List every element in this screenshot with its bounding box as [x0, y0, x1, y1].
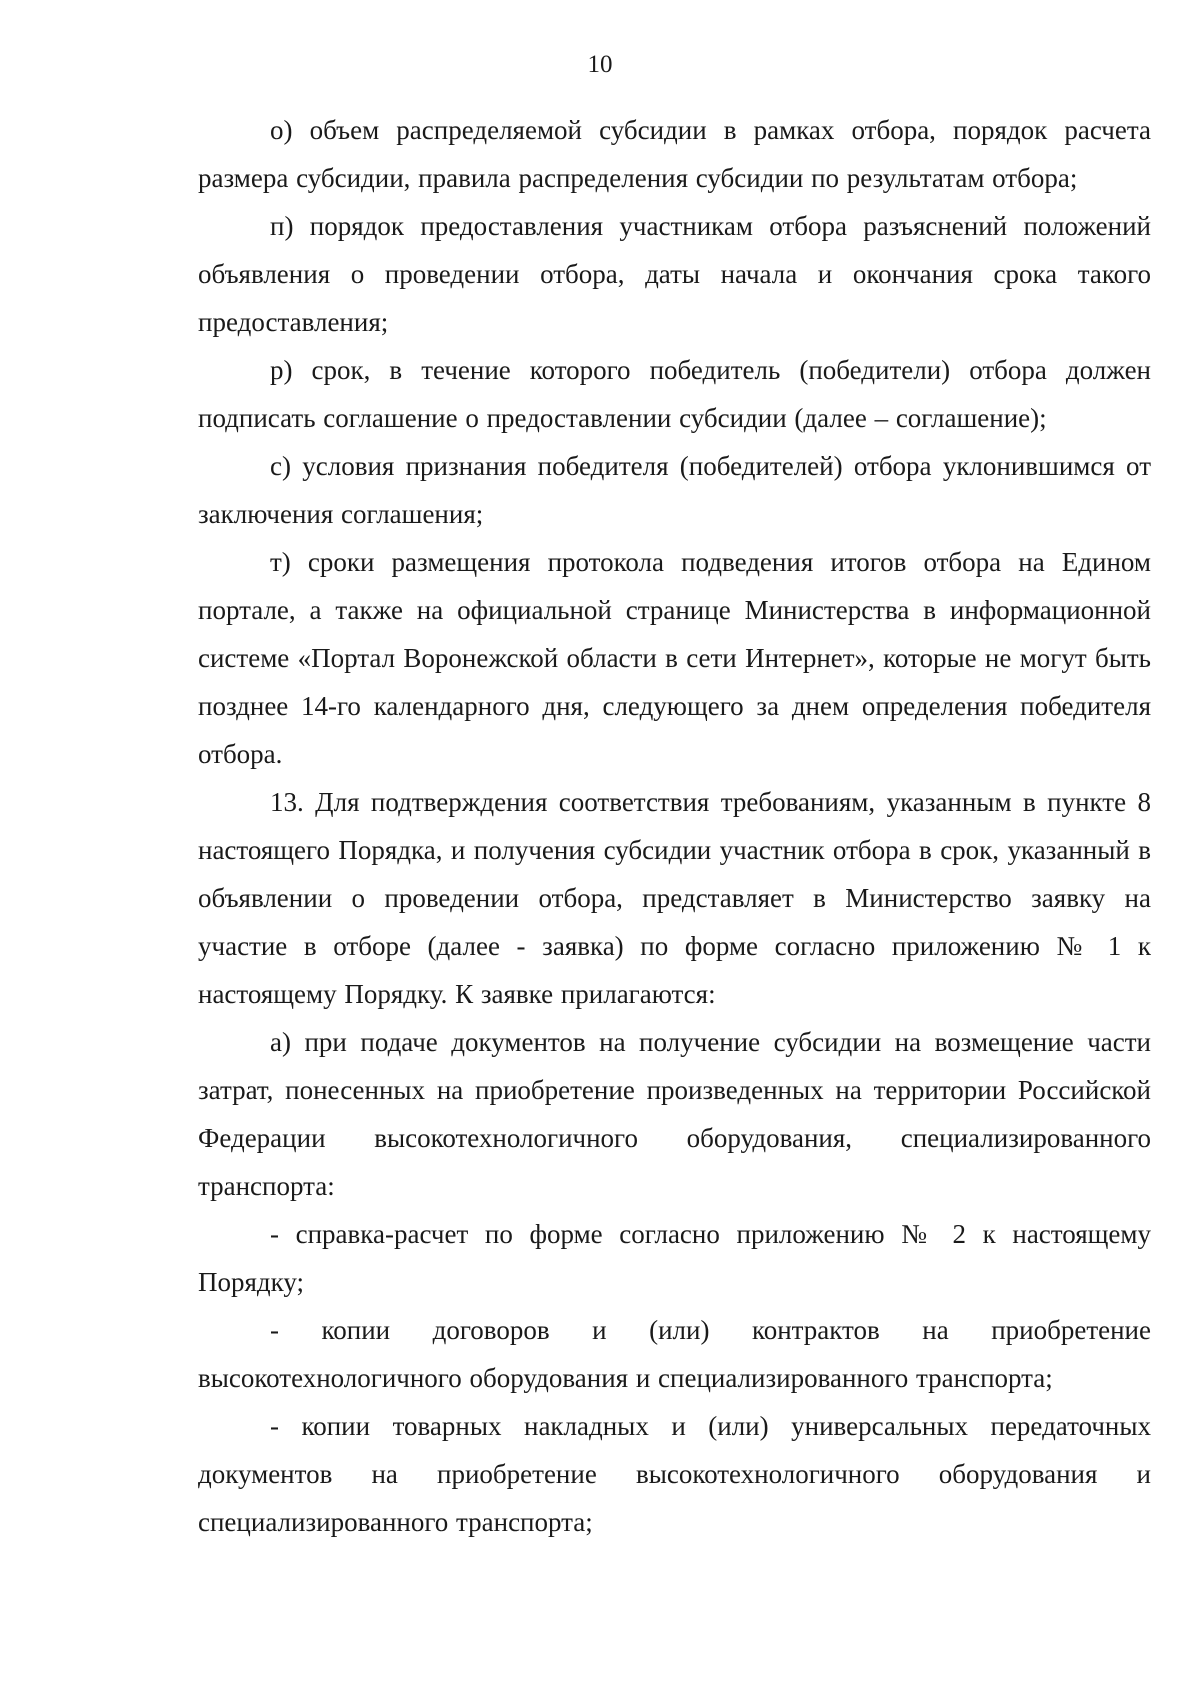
list-item-invoices: - копии товарных накладных и (или) универсальных передаточных документов на приобретение высокотехнологичного оборудования и специализированного транспорта;: [198, 1411, 1151, 1537]
paragraph-13: 13. Для подтверждения соответствия требованиям, указанным в пункте 8 настоящего Порядка, и получения субсидии участник отбора в срок, указанный в объявлении о проведении отбора, представляет в Министерство заявку на участие в отборе (далее - заявка) по форме согласно приложению № 1 к настоящему Порядку. К заявке прилагаются:: [198, 787, 1151, 1009]
paragraph-t: т) сроки размещения протокола подведения итогов отбора на Едином портале, а также на официальной странице Министерства в информационной системе «Портал Воронежской области в сети Интернет», которые не могут быть позднее 14-го календарного дня, следующего за днем определения победителя отбора.: [198, 547, 1151, 769]
list-item-contracts: - копии договоров и (или) контрактов на приобретение высокотехнологичного оборудования и специализированного транспорта;: [198, 1315, 1151, 1393]
paragraph-a: а) при подаче документов на получение субсидии на возмещение части затрат, понесенных на приобретение произведенных на территории Российской Федерации высокотехнологичного оборудования, специализированного транспорта:: [198, 1027, 1151, 1201]
list-item-calculation: - справка-расчет по форме согласно приложению № 2 к настоящему Порядку;: [198, 1219, 1151, 1297]
paragraph-o: о) объем распределяемой субсидии в рамках отбора, порядок расчета размера субсидии, правила распределения субсидии по результатам отбора;: [198, 115, 1151, 193]
page-number: 10: [587, 51, 613, 78]
document-body: [198, 106, 1151, 1546]
paragraph-r: р) срок, в течение которого победитель (победители) отбора должен подписать соглашение о предоставлении субсидии (далее – соглашение);: [198, 355, 1151, 433]
paragraph-s: с) условия признания победителя (победителей) отбора уклонившимся от заключения соглашения;: [198, 451, 1151, 529]
paragraph-p: п) порядок предоставления участникам отбора разъяснений положений объявления о проведении отбора, даты начала и окончания срока такого предоставления;: [198, 211, 1151, 337]
